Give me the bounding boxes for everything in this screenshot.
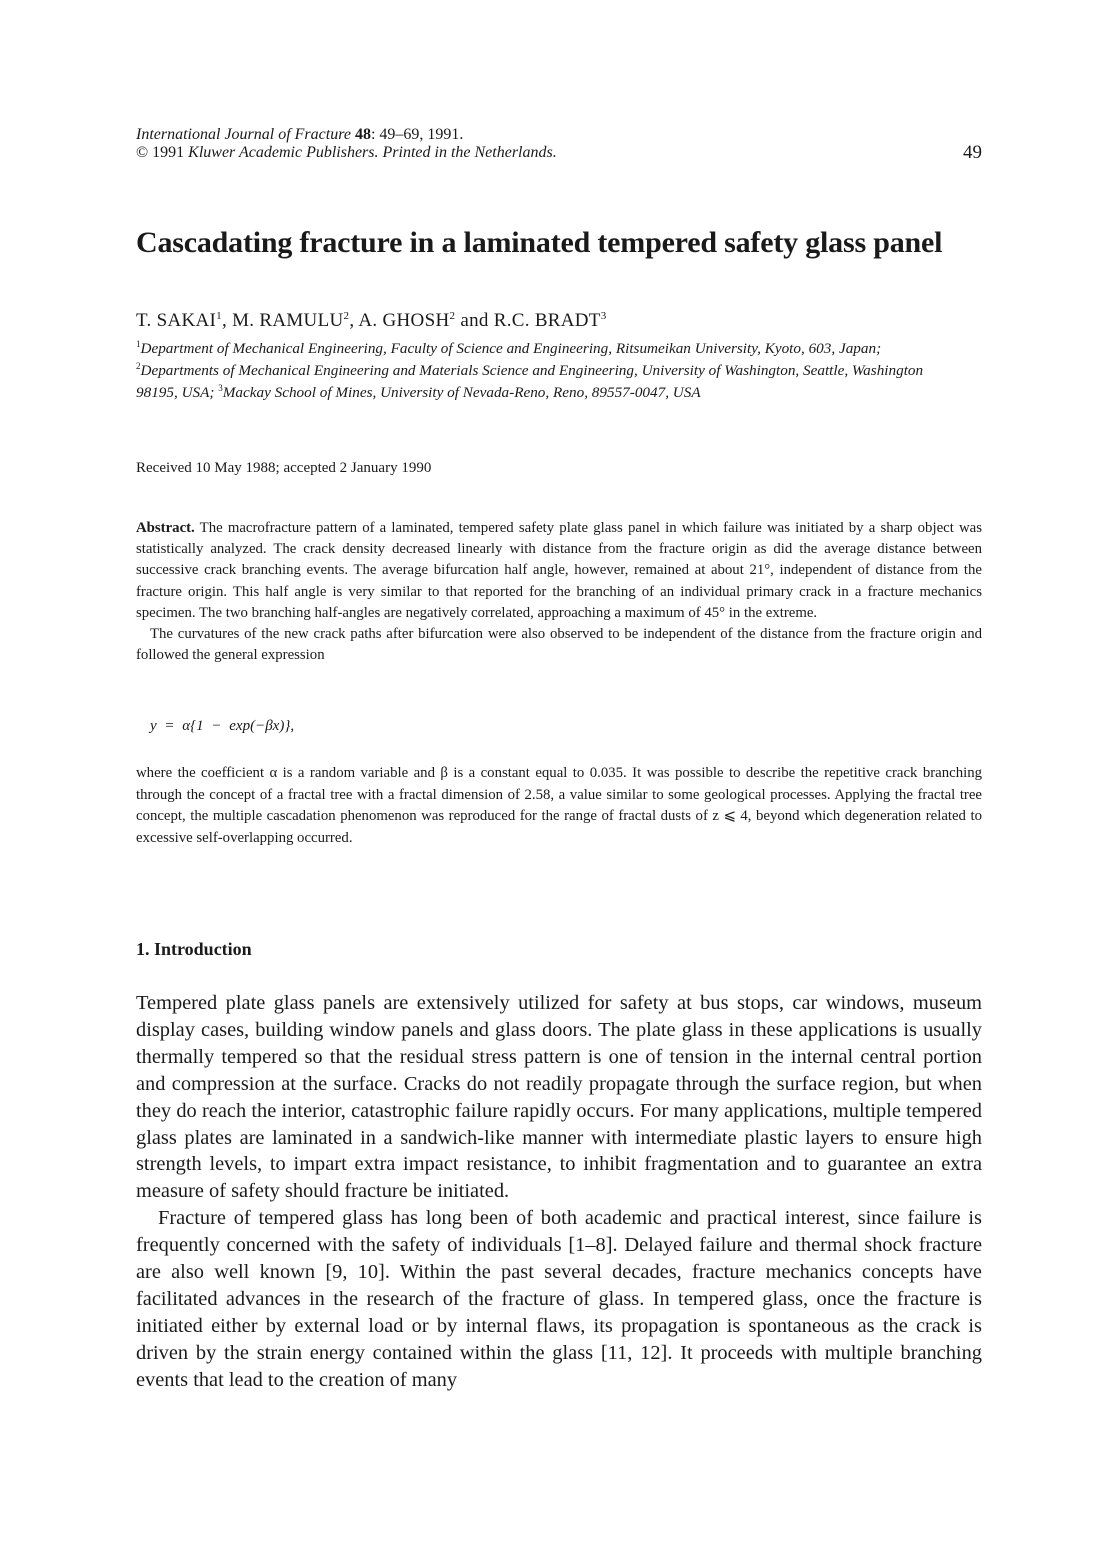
author-name: A. GHOSH [358,310,450,331]
received-dates: Received 10 May 1988; accepted 2 January 1990 [136,460,432,476]
abstract-paragraph: The curvatures of the new crack paths after bifurcation were also observed to be independent of the distance from the fracture origin and followed the general expression [136,626,982,664]
introduction-body [136,990,982,1394]
author-separator: , [349,310,359,331]
author-name: R.C. BRADT [493,310,601,331]
section-heading: 1. Introduction [136,939,252,959]
author-name: M. RAMULU [232,310,344,331]
abstract-paragraph [136,518,982,624]
abstract-label: Abstract. [136,520,195,536]
paper-title: Cascadating fracture in a laminated tempered safety glass panel [136,226,943,259]
abstract-paragraph: where the coefficient α is a random variable and β is a constant equal to 0.035. It was possible to describe the repetitive crack branching through the concept of a fractal tree with a fractal dimension of 2.58, a value similar to some geological processes. Applying the fractal tree concept, the multiple cascadation phenomenon was reproduced for the range of fractal dusts of z ⩽ 4, beyond which degeneration related to excessive self-overlapping occurred. [136,765,982,846]
author-list [136,310,996,332]
author-affiliation-mark: 2 [449,310,456,322]
curvature-equation: y = α{1 − exp(−βx)}, [150,718,295,734]
abstract [136,518,982,666]
affiliation-mark: 3 [218,383,223,393]
affiliation-mark: 1 [136,339,141,349]
journal-header [136,126,936,162]
abstract-text: The macrofracture pattern of a laminated, tempered safety plate glass panel in which failure was initiated by a sharp object was statistically analyzed. The crack density decreased linearly with distance from the fracture origin as did the average distance between successive crack branching events. The average bifurcation half angle, however, remained at about 21°, independent of distance from the fracture origin. This half angle is very similar to that reported for the branching of an individual primary crack in a fracture mechanics specimen. The two branching half-angles are negatively correlated, approaching a maximum of 45° in the extreme. [136,520,982,621]
copyright-year: 1991 [152,144,185,161]
publisher-line: Kluwer Academic Publishers. Printed in the Netherlands. [188,144,557,161]
affiliation-text: Departments of Mechanical Engineering and Materials Science and Engineering, University of Washington, Seattle, Washington 98195, USA; [136,362,924,401]
affiliation-text: Department of Mechanical Engineering, Faculty of Science and Engineering, Ritsumeikan University, Kyoto, 603, Japan; [140,340,882,357]
page-number: 49 [963,142,982,163]
affiliation-mark: 2 [136,361,141,371]
author-separator: and [455,310,494,331]
journal-name: International Journal of Fracture [136,126,351,143]
journal-volume: 48 [354,126,371,143]
author-name: T. SAKAI [136,310,217,331]
affiliation-text: Mackay School of Mines, University of Nevada-Reno, Reno, 89557-0047, USA [222,384,701,401]
copyright-symbol: © [136,144,149,161]
author-affiliation-mark: 3 [600,310,607,322]
body-paragraph: Fracture of tempered glass has long been of both academic and practical interest, since failure is frequently concerned with the safety of individuals [1–8]. Delayed failure and thermal shock fracture are also well known [9, 10]. Within the past several decades, fracture mechanics concepts have facilitated advances in the research of the fracture of glass. In tempered glass, once the fracture is initiated either by external load or by internal flaws, its propagation is spontaneous as the crack is driven by the strain energy contained within the glass [11, 12]. It proceeds with multiple branching events that lead to the creation of many [136,1207,982,1391]
body-paragraph: Tempered plate glass panels are extensively utilized for safety at bus stops, car windows, museum display cases, building window panels and glass doors. The plate glass in these applications is usually thermally tempered so that the residual stress pattern is one of tension in the internal central portion and compression at the surface. Cracks do not readily propagate through the surface region, but when they do reach the interior, catastrophic failure rapidly occurs. For many applications, multiple tempered glass plates are laminated in a sandwich-like manner with intermediate plastic layers to ensure high strength levels, to impart extra impact resistance, to inhibit fragmentation and to guarantee an extra measure of safety should fracture be initiated. [136,992,982,1203]
author-separator: , [221,310,233,331]
journal-pages-year: : 49–69, 1991. [370,126,464,143]
affiliations [136,338,936,404]
author-affiliation-mark: 2 [343,310,350,322]
author-affiliation-mark: 1 [216,310,222,322]
